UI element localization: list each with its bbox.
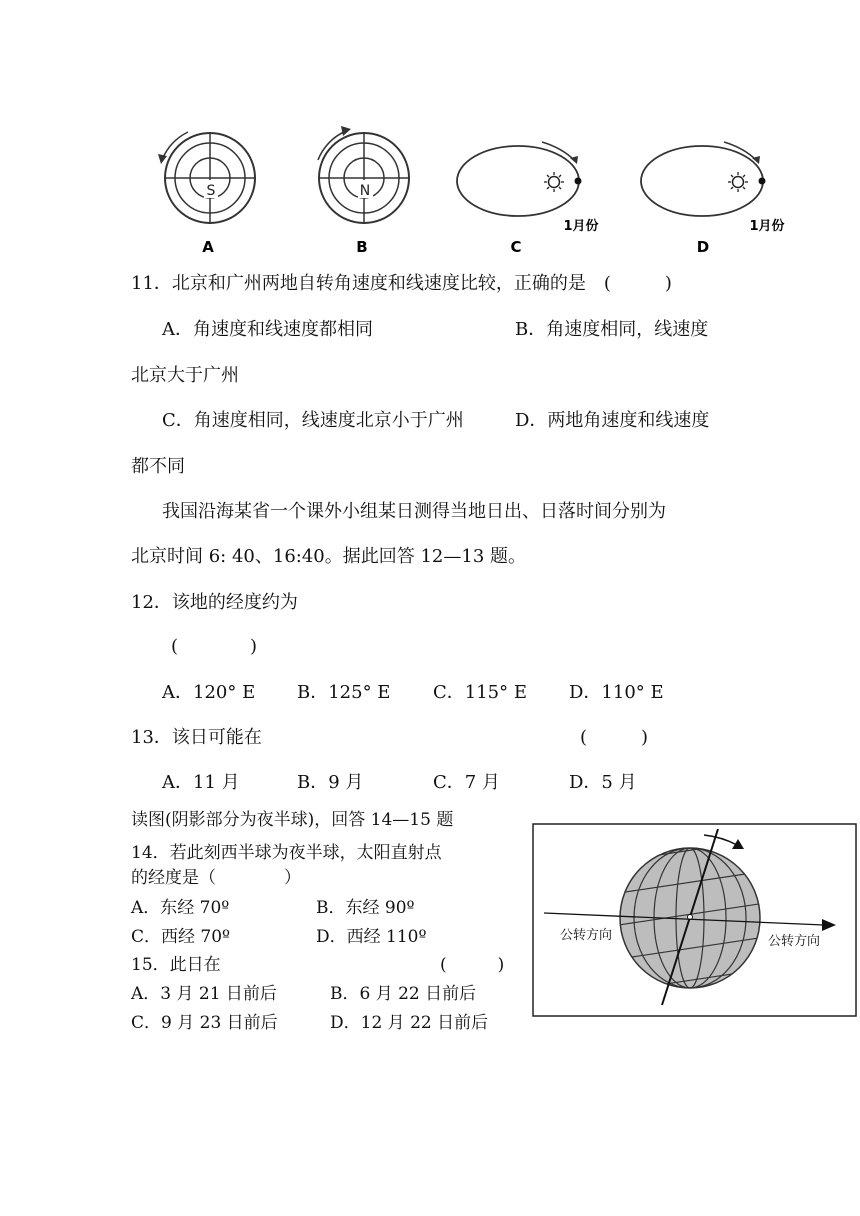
q12-stem: 12．该地的经度约为 [131, 592, 298, 613]
q14-stem-2: 的经度是（ ） [131, 868, 301, 888]
q12-paren: ( ) [171, 636, 258, 657]
q13-option-c: C．7 月 [433, 772, 500, 793]
figure-d [641, 142, 766, 216]
figure-b [318, 126, 409, 223]
pole-label-s: S [206, 183, 216, 199]
q11-option-a: A．角速度和线速度都相同 [162, 319, 373, 340]
q14-option-a: A．东经 70º [131, 898, 230, 918]
sun-icon [544, 172, 564, 192]
q15-paren: ( ) [440, 955, 505, 975]
q15-option-c: C．9 月 23 日前后 [131, 1013, 278, 1033]
figure-a [158, 132, 255, 223]
q11-option-b-cont: 北京大于广州 [131, 365, 239, 386]
figure-c-month: 1月份 [563, 219, 599, 234]
q13-option-b: B．9 月 [297, 772, 364, 793]
q11-option-d-cont: 都不同 [131, 456, 185, 477]
pole-label-n: N [359, 183, 371, 199]
q12-option-c: C．115° E [433, 682, 527, 703]
q12-option-d: D．110° E [569, 682, 664, 703]
q12-option-a: A．120° E [162, 682, 256, 703]
q14-stem: 14．若此刻西半球为夜半球，太阳直射点 [131, 843, 442, 863]
q15-option-d: D．12 月 22 日前后 [330, 1013, 489, 1033]
intro-line-1: 我国沿海某省一个课外小组某日测得当地日出、日落时间分别为 [162, 501, 666, 522]
q13-stem: 13．该日可能在 [131, 727, 262, 748]
q11-option-b: B．角速度相同，线速度 [515, 319, 709, 340]
orbit-direction-right: 公转方向 [768, 934, 821, 949]
q15-stem: 15．此日在 [131, 955, 221, 975]
intro-2: 读图(阴影部分为夜半球)，回答 14—15 题 [131, 810, 454, 830]
q12-option-b: B．125° E [297, 682, 391, 703]
q11-option-d: D．两地角速度和线速度 [515, 410, 710, 431]
q14-option-d: D．西经 110º [316, 927, 427, 947]
q13-option-d: D．5 月 [569, 772, 637, 793]
orbit-direction-left: 公转方向 [560, 928, 613, 943]
intro-line-2: 北京时间 6: 40、16:40。据此回答 12—13 题。 [131, 546, 526, 567]
figure-d-label: D [696, 238, 710, 256]
q13-paren: ( ) [580, 727, 649, 748]
figure-d-month: 1月份 [749, 219, 785, 234]
q11-stem: 11．北京和广州两地自转角速度和线速度比较，正确的是 ( ) [131, 273, 672, 294]
q14-option-c: C．西经 70º [131, 927, 231, 947]
q15-option-a: A．3 月 21 日前后 [131, 984, 277, 1004]
figure-c [457, 142, 582, 216]
sun-icon [728, 172, 748, 192]
q13-option-a: A．11 月 [162, 772, 240, 793]
q15-option-b: B．6 月 22 日前后 [330, 984, 477, 1004]
figure-c-label: C [510, 238, 522, 256]
figure-b-label: B [356, 238, 368, 256]
globe-figure [532, 823, 858, 1018]
q14-option-b: B．东经 90º [316, 898, 415, 918]
orbit-figures [140, 118, 820, 263]
figure-a-label: A [202, 238, 214, 256]
q11-option-c: C．角速度相同，线速度北京小于广州 [162, 410, 464, 431]
